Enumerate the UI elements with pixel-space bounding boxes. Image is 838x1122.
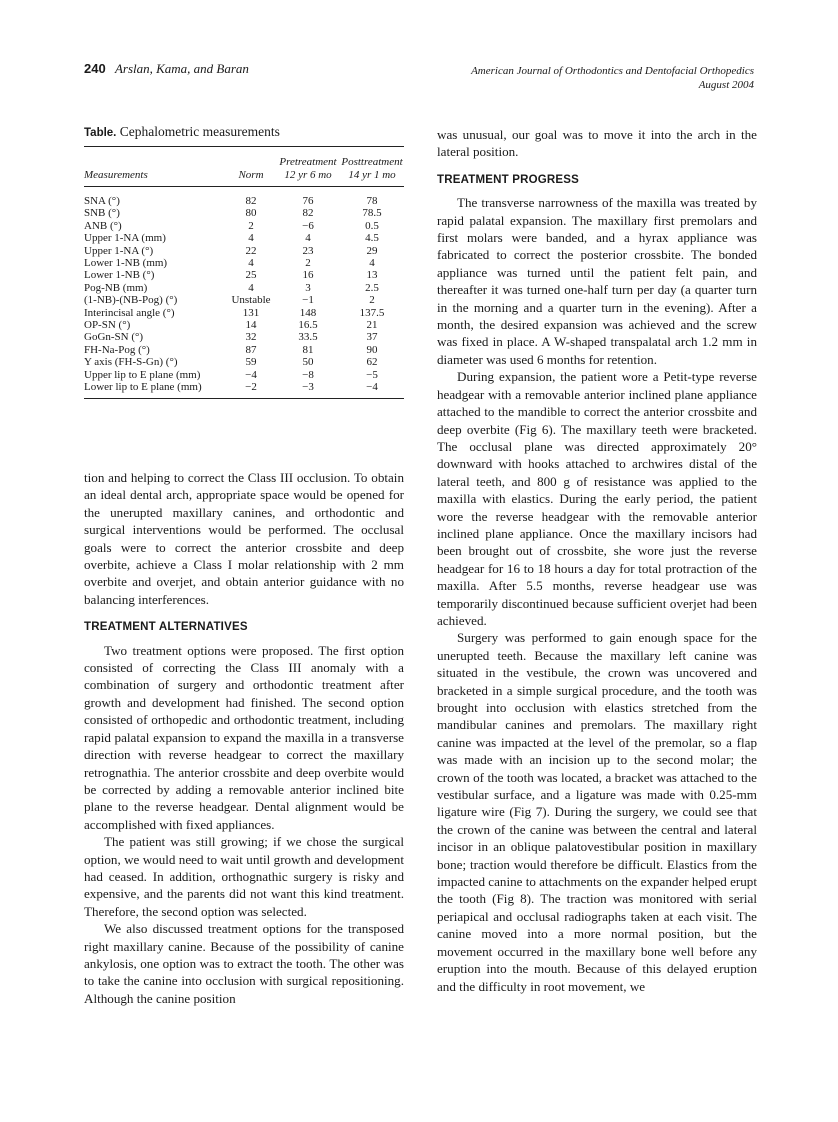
cell-norm: 22 — [245, 244, 257, 257]
cell-posttreatment: 13 — [366, 269, 378, 282]
cell-posttreatment: −5 — [366, 368, 378, 381]
col-post-line1: Posttreatment — [341, 156, 403, 168]
table-row — [84, 232, 404, 244]
cell-posttreatment: 90 — [366, 343, 378, 356]
cell-pretreatment: 33.5 — [298, 331, 318, 344]
table-row — [84, 319, 404, 331]
table-row — [84, 207, 404, 219]
paragraph-progress-1: The transverse narrowness of the maxilla was treated by rapid palatal expansion. The maxillary first premolars and first molars were banded, and a hyrax appliance was fabricated to correct the posterior crossbite. The bonded appliance was turned until the patient felt pain, and thereafter it was turned one-half turn per day (a quarter turn in the morning and a quarter turn in the evening). After a month, the desired expansion was achieved and the screw was fixed in place. A W-shaped transpalatal arch 1.2 mm in diameter was used 6 months for retention. — [437, 195, 757, 367]
cell-norm: 2 — [248, 219, 254, 232]
col-norm: Norm — [238, 169, 264, 181]
cell-pretreatment: −8 — [302, 368, 314, 381]
cell-measurement: Upper 1-NA (°) — [84, 244, 154, 257]
col-measurements: Measurements — [84, 169, 148, 181]
cell-norm: 59 — [245, 356, 257, 369]
cell-pretreatment: 3 — [305, 281, 311, 294]
heading-treatment-alternatives: TREATMENT ALTERNATIVES — [84, 621, 248, 634]
cell-measurement: FH-Na-Pog (°) — [84, 343, 150, 356]
cell-norm: 32 — [245, 331, 257, 344]
cell-measurement: Upper 1-NA (mm) — [84, 232, 166, 245]
cell-measurement: Upper lip to E plane (mm) — [84, 368, 201, 381]
table-row — [84, 307, 404, 319]
table-row — [84, 187, 404, 208]
cell-measurement: (1-NB)-(NB-Pog) (°) — [84, 294, 178, 307]
cell-measurement: SNB (°) — [84, 207, 120, 220]
cell-measurement: ANB (°) — [84, 219, 122, 232]
cell-norm: −2 — [245, 381, 257, 394]
cell-norm: 80 — [245, 207, 257, 220]
running-authors: Arslan, Kama, and Baran — [114, 61, 249, 76]
heading-treatment-progress: TREATMENT PROGRESS — [437, 173, 580, 186]
cell-posttreatment: 0.5 — [365, 219, 379, 232]
cell-pretreatment: −6 — [302, 219, 314, 232]
cell-posttreatment: 2 — [369, 294, 375, 307]
table-row — [84, 381, 404, 398]
cell-posttreatment: 137.5 — [359, 306, 385, 319]
paragraph-progress-3: Surgery was performed to gain enough space for the unerupted teeth. Because the maxillary left canine was situated in the vestibule, the crown was uncovered and bracketed in a simple surgical procedure, and the tooth was brought into occlusion with elastics stretched from the mandibular canines and premolars. The maxillary right canine was impacted at the level of the premolar, so a flap was made with an incision up to the second molar; the crown of the tooth was located, a bracket was attached to the vestibular surface, and a ligature was made with 0.25-mm ligature wire (Fig 7). During the surgery, we could see that the crown of the canine was between the central and lateral incisor in an oblique palatovestibular position in maxillary bone; traction would therefore be difficult. Elastics from the impacted canine to attachments on the expander helped erupt the tooth (Fig 8). The traction was monitored with serial periapical and occlusal radiographs taken at each visit. The canine moved into a more normal position, but the movement occurred in the maxillary bone well before any eruption into the mouth. Because of this delayed eruption and the difficulty in root movement, we — [437, 630, 757, 994]
col-pre-line2: 12 yr 6 mo — [284, 169, 332, 181]
cell-norm: 82 — [245, 195, 257, 207]
table-row — [84, 220, 404, 232]
cell-measurement: Lower lip to E plane (mm) — [84, 381, 202, 394]
cell-pretreatment: 50 — [302, 356, 314, 369]
table-row — [84, 294, 404, 306]
cell-norm: 25 — [245, 269, 257, 282]
paragraph-alternatives-1: Two treatment options were proposed. The first option consisted of correcting the Class III anomaly with a combination of surgery and orthodontic treatment after growth and development had finished. The second option consisted of orthopedic and orthodontic treatment, including rapid palatal expansion to expand the maxilla in a transverse direction with reverse headgear to correct the maxillary retrognathia. The anterior crossbite and deep overbite would be corrected by adding a removable anterior inclined bite plane to the reverse headgear. Dental alignment would be accomplished with fixed appliances. — [84, 642, 404, 832]
cell-posttreatment: 78.5 — [362, 207, 382, 220]
paragraph-alternatives-2: The patient was still growing; if we chose the surgical option, we would need to wait until growth and development had ceased. In addition, orthognathic surgery is risky and expensive, and the parents did not want this kind treatment. Therefore, the second option was selected. — [84, 834, 404, 919]
col-post-line2: 14 yr 1 mo — [348, 169, 396, 181]
col-pre-line1: Pretreatment — [279, 156, 337, 168]
journal-name: American Journal of Orthodontics and Dentofacial Orthopedics — [471, 65, 754, 77]
cell-posttreatment: 21 — [366, 319, 378, 332]
cell-posttreatment: −4 — [366, 381, 378, 394]
cell-measurement: Y axis (FH-S-Gn) (°) — [84, 356, 178, 369]
cell-pretreatment: 81 — [302, 343, 314, 356]
cell-pretreatment: 16.5 — [298, 319, 318, 332]
cephalometric-table — [84, 146, 404, 399]
cell-pretreatment: 16 — [302, 269, 314, 282]
cell-norm: 4 — [248, 232, 254, 245]
page-header-right — [471, 64, 754, 92]
cell-norm: −4 — [245, 368, 257, 381]
cell-measurement: Lower 1-NB (°) — [84, 269, 155, 282]
table-row — [84, 257, 404, 269]
table-caption — [84, 124, 280, 140]
cell-norm: 4 — [248, 257, 254, 270]
cell-posttreatment: 78 — [366, 195, 378, 207]
paragraph-progress-2: During expansion, the patient wore a Petit-type reverse headgear with a removable anterior inclined plane appliance attached to the mandible to correct the anterior crossbite and deep overbite (Fig 6). The maxillary teeth were bracketed. The occlusal plane was directed approximately 20° downward with hooks attached to archwires distal of the lateral teeth, and 800 g of resistance was applied to the maxilla with elastics. During the early period, the patient wore the reverse headgear with the removable anterior inclined plane appliance. Once the maxillary incisors had been brought out of crossbite, she wore just the reverse headgear for 16 to 18 hours a day for total protraction of the maxilla. After 5.5 months, reverse headgear use was temporarily discontinued because sufficient overjet had been achieved. — [437, 369, 757, 628]
cell-posttreatment: 37 — [366, 331, 378, 344]
table-row — [84, 356, 404, 368]
cell-norm: 87 — [245, 343, 257, 356]
left-column-text — [84, 469, 404, 1007]
right-column-text — [437, 126, 757, 995]
cell-measurement: Pog-NB (mm) — [84, 281, 148, 294]
paragraph-alternatives-3: We also discussed treatment options for the transposed right maxillary canine. Because of the possibility of canine ankylosis, one option was to extract the tooth. The other was to take the canine into occlusion with surgical repositioning. Although the canine position — [84, 921, 404, 1006]
cell-posttreatment: 4.5 — [365, 232, 379, 245]
journal-issue: August 2004 — [698, 79, 754, 91]
cell-pretreatment: 4 — [305, 232, 311, 245]
table-label: Table. — [84, 127, 117, 139]
cell-norm: 131 — [242, 306, 260, 319]
cell-pretreatment: 23 — [302, 244, 314, 257]
cell-posttreatment: 2.5 — [365, 281, 379, 294]
page-header-left — [84, 61, 249, 77]
cell-norm: 4 — [248, 281, 254, 294]
cell-posttreatment: 62 — [366, 356, 378, 369]
table-row — [84, 245, 404, 257]
table-title: Cephalometric measurements — [119, 124, 280, 139]
cell-pretreatment: 82 — [302, 207, 314, 220]
cell-pretreatment: 2 — [305, 257, 311, 270]
cell-pretreatment: −1 — [302, 294, 314, 307]
cell-measurement: GoGn-SN (°) — [84, 331, 144, 344]
cell-measurement: OP-SN (°) — [84, 319, 131, 332]
table-row — [84, 331, 404, 343]
cell-pretreatment: −3 — [302, 381, 314, 394]
table-row — [84, 269, 404, 281]
paragraph-canine-goal: was unusual, our goal was to move it into the arch in the lateral position. — [437, 127, 757, 160]
cell-posttreatment: 29 — [366, 244, 378, 257]
cell-norm: Unstable — [231, 294, 271, 307]
cell-pretreatment: 76 — [302, 195, 314, 207]
page-number: 240 — [84, 61, 106, 76]
table-row — [84, 369, 404, 381]
table-row — [84, 282, 404, 294]
cell-measurement: SNA (°) — [84, 195, 120, 207]
cell-norm: 14 — [245, 319, 257, 332]
cell-measurement: Lower 1-NB (mm) — [84, 257, 168, 270]
cell-posttreatment: 4 — [369, 257, 375, 270]
paragraph-goals: tion and helping to correct the Class III occlusion. To obtain an ideal dental arch, appropriate space would be opened for the unerupted maxillary canines, and orthodontic and surgical interventions would be performed. The occlusal goals were to correct the anterior crossbite and deep overbite, achieve a Class I molar relationship with 2 mm overbite and overjet, and obtain anterior guidance with no balancing interferences. — [84, 470, 404, 607]
table-row — [84, 344, 404, 356]
cell-pretreatment: 148 — [299, 306, 317, 319]
cell-measurement: Interincisal angle (°) — [84, 306, 175, 319]
